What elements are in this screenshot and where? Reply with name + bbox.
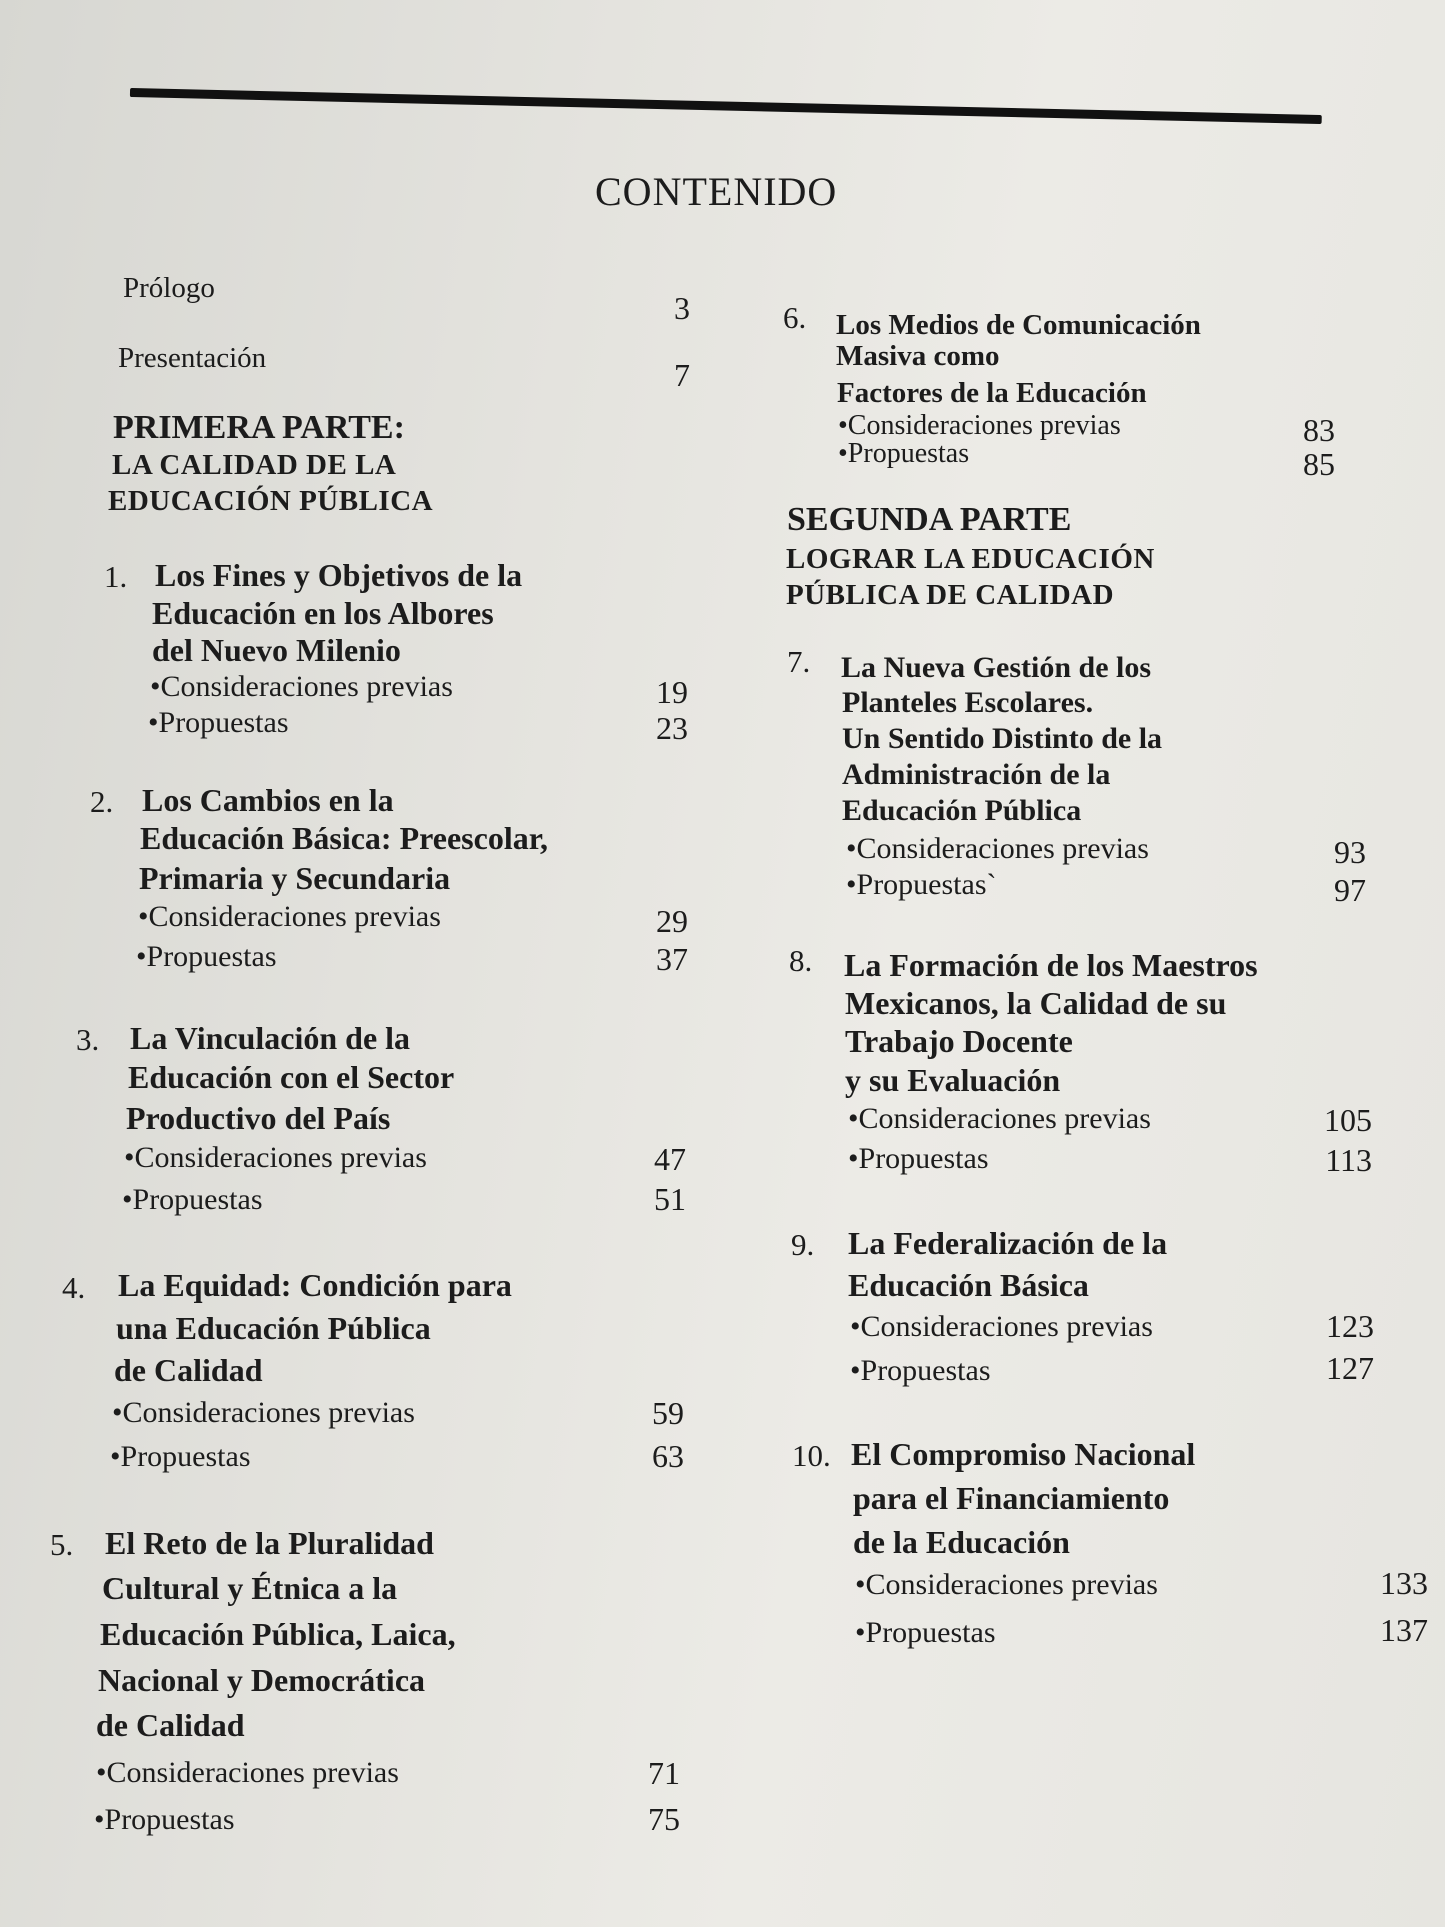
prologo-page: 3 xyxy=(674,290,690,326)
part1-subtitle-line1: LA CALIDAD DE LA xyxy=(112,449,397,481)
chapter-item: •Consideraciones previas xyxy=(138,900,441,933)
chapter-title-line: para el Financiamiento xyxy=(853,1480,1170,1516)
chapter-item: •Consideraciones previas xyxy=(96,1756,399,1789)
chapter-item: •Consideraciones previas xyxy=(150,670,453,703)
top-rule xyxy=(130,88,1322,124)
chapter-number: 8. xyxy=(789,943,813,978)
chapter-item: •Consideraciones previas xyxy=(846,832,1149,865)
chapter-number: 9. xyxy=(791,1227,815,1262)
chapter-title-line: de Calidad xyxy=(96,1707,245,1743)
chapter-item: •Propuestas` xyxy=(846,868,997,901)
chapter-title-line: La Formación de los Maestros xyxy=(844,947,1258,983)
part2-subtitle-line1: LOGRAR LA EDUCACIÓN xyxy=(786,543,1155,575)
chapter-item: •Propuestas xyxy=(110,1440,251,1473)
chapter-item: •Propuestas xyxy=(148,706,289,739)
chapter-item: •Consideraciones previas xyxy=(850,1310,1153,1343)
part2-subtitle-line2: PÚBLICA DE CALIDAD xyxy=(786,579,1115,611)
part1-title: PRIMERA PARTE: xyxy=(113,409,405,446)
chapter-title-line: Un Sentido Distinto de la xyxy=(842,722,1163,755)
chapter-item-page: 83 xyxy=(1303,412,1335,448)
chapter-title-line: Primaria y Secundaria xyxy=(139,860,451,896)
chapter-title-line: Los Medios de Comunicación xyxy=(836,309,1201,341)
chapter-title-line: Educación Básica xyxy=(848,1267,1089,1303)
chapter-item: •Consideraciones previas xyxy=(112,1396,415,1429)
chapter-title-line: Educación Pública xyxy=(842,794,1082,827)
chapter-title-line: Masiva como xyxy=(836,340,1000,372)
page-title: CONTENIDO xyxy=(595,169,838,214)
chapter-item-page: 93 xyxy=(1334,834,1366,870)
chapter-item: •Propuestas xyxy=(850,1354,991,1387)
chapter-number: 3. xyxy=(76,1022,100,1057)
chapter-title-line: Planteles Escolares. xyxy=(842,686,1094,719)
chapter-title-line: La Federalización de la xyxy=(848,1225,1168,1261)
part2-title: SEGUNDA PARTE xyxy=(787,501,1072,538)
chapter-item-page: 19 xyxy=(656,674,688,710)
chapter-item-page: 75 xyxy=(648,1801,680,1837)
chapter-title-line: una Educación Pública xyxy=(116,1310,431,1346)
chapter-title-line: Mexicanos, la Calidad de su xyxy=(845,985,1227,1021)
chapter-title-line: La Equidad: Condición para xyxy=(118,1267,512,1303)
chapter-item: •Consideraciones previas xyxy=(848,1102,1151,1135)
chapter-item-page: 137 xyxy=(1380,1612,1428,1648)
chapter-title-line: Productivo del País xyxy=(126,1100,391,1136)
chapter-title-line: Educación Básica: Preescolar, xyxy=(140,820,548,856)
chapter-number: 1. xyxy=(104,559,128,594)
chapter-number: 10. xyxy=(792,1438,831,1473)
chapter-title-line: de Calidad xyxy=(114,1352,263,1388)
chapter-title-line: Educación en los Albores xyxy=(152,595,494,631)
chapter-title-line: Educación con el Sector xyxy=(128,1059,455,1095)
chapter-item-page: 123 xyxy=(1326,1308,1374,1344)
chapter-title-line: Factores de la Educación xyxy=(837,377,1147,409)
chapter-title-line: Educación Pública, Laica, xyxy=(100,1616,456,1652)
chapter-number: 5. xyxy=(50,1527,74,1562)
chapter-item-page: 127 xyxy=(1326,1350,1374,1386)
chapter-item-page: 37 xyxy=(656,941,688,977)
chapter-item-page: 63 xyxy=(652,1438,684,1474)
chapter-number: 7. xyxy=(787,644,811,679)
chapter-item: •Propuestas xyxy=(136,940,277,973)
prologo-label: Prólogo xyxy=(123,272,215,304)
chapter-number: 6. xyxy=(783,300,807,335)
presentacion-label: Presentación xyxy=(118,342,267,374)
chapter-title-line: La Vinculación de la xyxy=(130,1020,411,1056)
chapter-item: •Consideraciones previas xyxy=(855,1568,1158,1601)
chapter-title-line: El Reto de la Pluralidad xyxy=(105,1525,434,1561)
part1-subtitle-line2: EDUCACIÓN PÚBLICA xyxy=(108,485,434,517)
chapter-item: •Propuestas xyxy=(122,1183,263,1216)
chapter-item-page: 85 xyxy=(1303,446,1335,482)
chapter-item-page: 97 xyxy=(1334,872,1366,908)
chapter-title-line: El Compromiso Nacional xyxy=(851,1436,1196,1472)
chapter-title-line: Los Cambios en la xyxy=(142,782,394,818)
chapter-number: 4. xyxy=(62,1270,86,1305)
chapter-title-line: Nacional y Democrática xyxy=(98,1662,426,1698)
chapter-title-line: y su Evaluación xyxy=(845,1062,1061,1098)
chapter-item-page: 105 xyxy=(1324,1102,1372,1138)
chapter-item: •Propuestas xyxy=(855,1616,996,1649)
chapter-item-page: 23 xyxy=(656,710,688,746)
chapter-item-page: 51 xyxy=(654,1181,686,1217)
chapter-item-page: 59 xyxy=(652,1395,684,1431)
chapter-item-page: 113 xyxy=(1325,1142,1372,1178)
chapter-title-line: Los Fines y Objetivos de la xyxy=(155,557,523,593)
presentacion-page: 7 xyxy=(674,357,690,393)
chapter-title-line: del Nuevo Milenio xyxy=(152,632,401,668)
chapter-number: 2. xyxy=(90,784,114,819)
chapter-item: •Propuestas xyxy=(94,1803,235,1836)
chapter-item-page: 133 xyxy=(1380,1565,1428,1601)
chapter-item-page: 29 xyxy=(656,903,688,939)
chapter-item: •Consideraciones previas xyxy=(838,410,1121,441)
chapter-item: •Consideraciones previas xyxy=(124,1141,427,1174)
chapter-item: •Propuestas xyxy=(848,1142,989,1175)
chapter-item: •Propuestas xyxy=(838,438,970,469)
chapter-item-page: 47 xyxy=(654,1141,686,1177)
chapter-title-line: Administración de la xyxy=(842,758,1111,791)
chapter-title-line: Trabajo Docente xyxy=(845,1023,1073,1059)
chapter-item-page: 71 xyxy=(648,1755,680,1791)
chapter-title-line: La Nueva Gestión de los xyxy=(841,651,1152,684)
chapter-title-line: de la Educación xyxy=(853,1524,1070,1560)
chapter-title-line: Cultural y Étnica a la xyxy=(102,1570,398,1606)
